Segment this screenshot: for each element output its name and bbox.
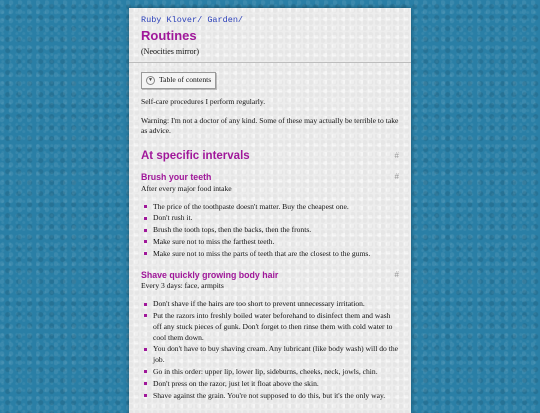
page-card: [129, 8, 411, 413]
list-item: Shave against the grain. You're not supposed to do this, but it's the only way.: [153, 391, 399, 402]
page-header: [129, 8, 411, 63]
warning-paragraph: Warning: I'm not a doctor of any kind. Some of these may actually be terrible to take as advice.: [141, 115, 399, 136]
toc-label: Table of contents: [159, 75, 212, 84]
list-item: Don't shave if the hairs are too short to prevent unnecessary irritation.: [153, 299, 399, 310]
subsection-title: Shave quickly growing body hair: [141, 269, 279, 280]
subsection-heading: [141, 172, 399, 183]
subsection-meta: After every major food intake: [141, 183, 232, 193]
list-item: You don't have to buy shaving cream. Any lubricant (like body wash) will do the job.: [153, 344, 399, 365]
breadcrumb-section-link[interactable]: Garden/: [207, 15, 244, 25]
list-item: Go in this order: upper lip, lower lip, sideburns, cheeks, neck, jowls, chin.: [153, 367, 399, 378]
breadcrumb: [141, 15, 399, 25]
page-subtitle: (Neocities mirror): [141, 47, 199, 56]
breadcrumb-owner-link[interactable]: Ruby Klover/: [141, 15, 203, 25]
main-content: [129, 63, 411, 401]
section-anchor-link[interactable]: #: [394, 151, 399, 161]
intro-paragraph: Self-care procedures I perform regularly.: [141, 96, 266, 106]
subsection-anchor-link[interactable]: #: [394, 269, 399, 279]
list-item: Make sure not to miss the farthest teeth.: [153, 237, 399, 248]
subsection-title: Brush your teeth: [141, 171, 212, 182]
subsection-heading: [141, 270, 399, 281]
list: [141, 202, 399, 260]
list-item: Don't press on the razor, just let it float above the skin.: [153, 379, 399, 390]
section-heading: [141, 151, 399, 162]
chevron-down-icon: ▼: [146, 76, 155, 85]
page-title: Routines: [141, 28, 197, 43]
list-item: Don't rush it.: [153, 213, 399, 224]
list-item: Put the razors into freshly boiled water beforehand to disinfect them and wash off any stuck pieces of gunk. Don't forget to then rinse them with cold water to cool them down.: [153, 311, 399, 343]
list-item: Make sure not to miss the parts of teeth that are the closest to the gums.: [153, 249, 399, 260]
subsection-meta: Every 3 days: face, armpits: [141, 281, 224, 291]
subsection-anchor-link[interactable]: #: [394, 171, 399, 181]
section-title: At specific intervals: [141, 150, 250, 163]
list-item: Brush the tooth tops, then the backs, then the fronts.: [153, 225, 399, 236]
list-item: The price of the toothpaste doesn't matter. Buy the cheapest one.: [153, 202, 399, 213]
table-of-contents-button[interactable]: [141, 72, 216, 89]
list: [141, 299, 399, 401]
